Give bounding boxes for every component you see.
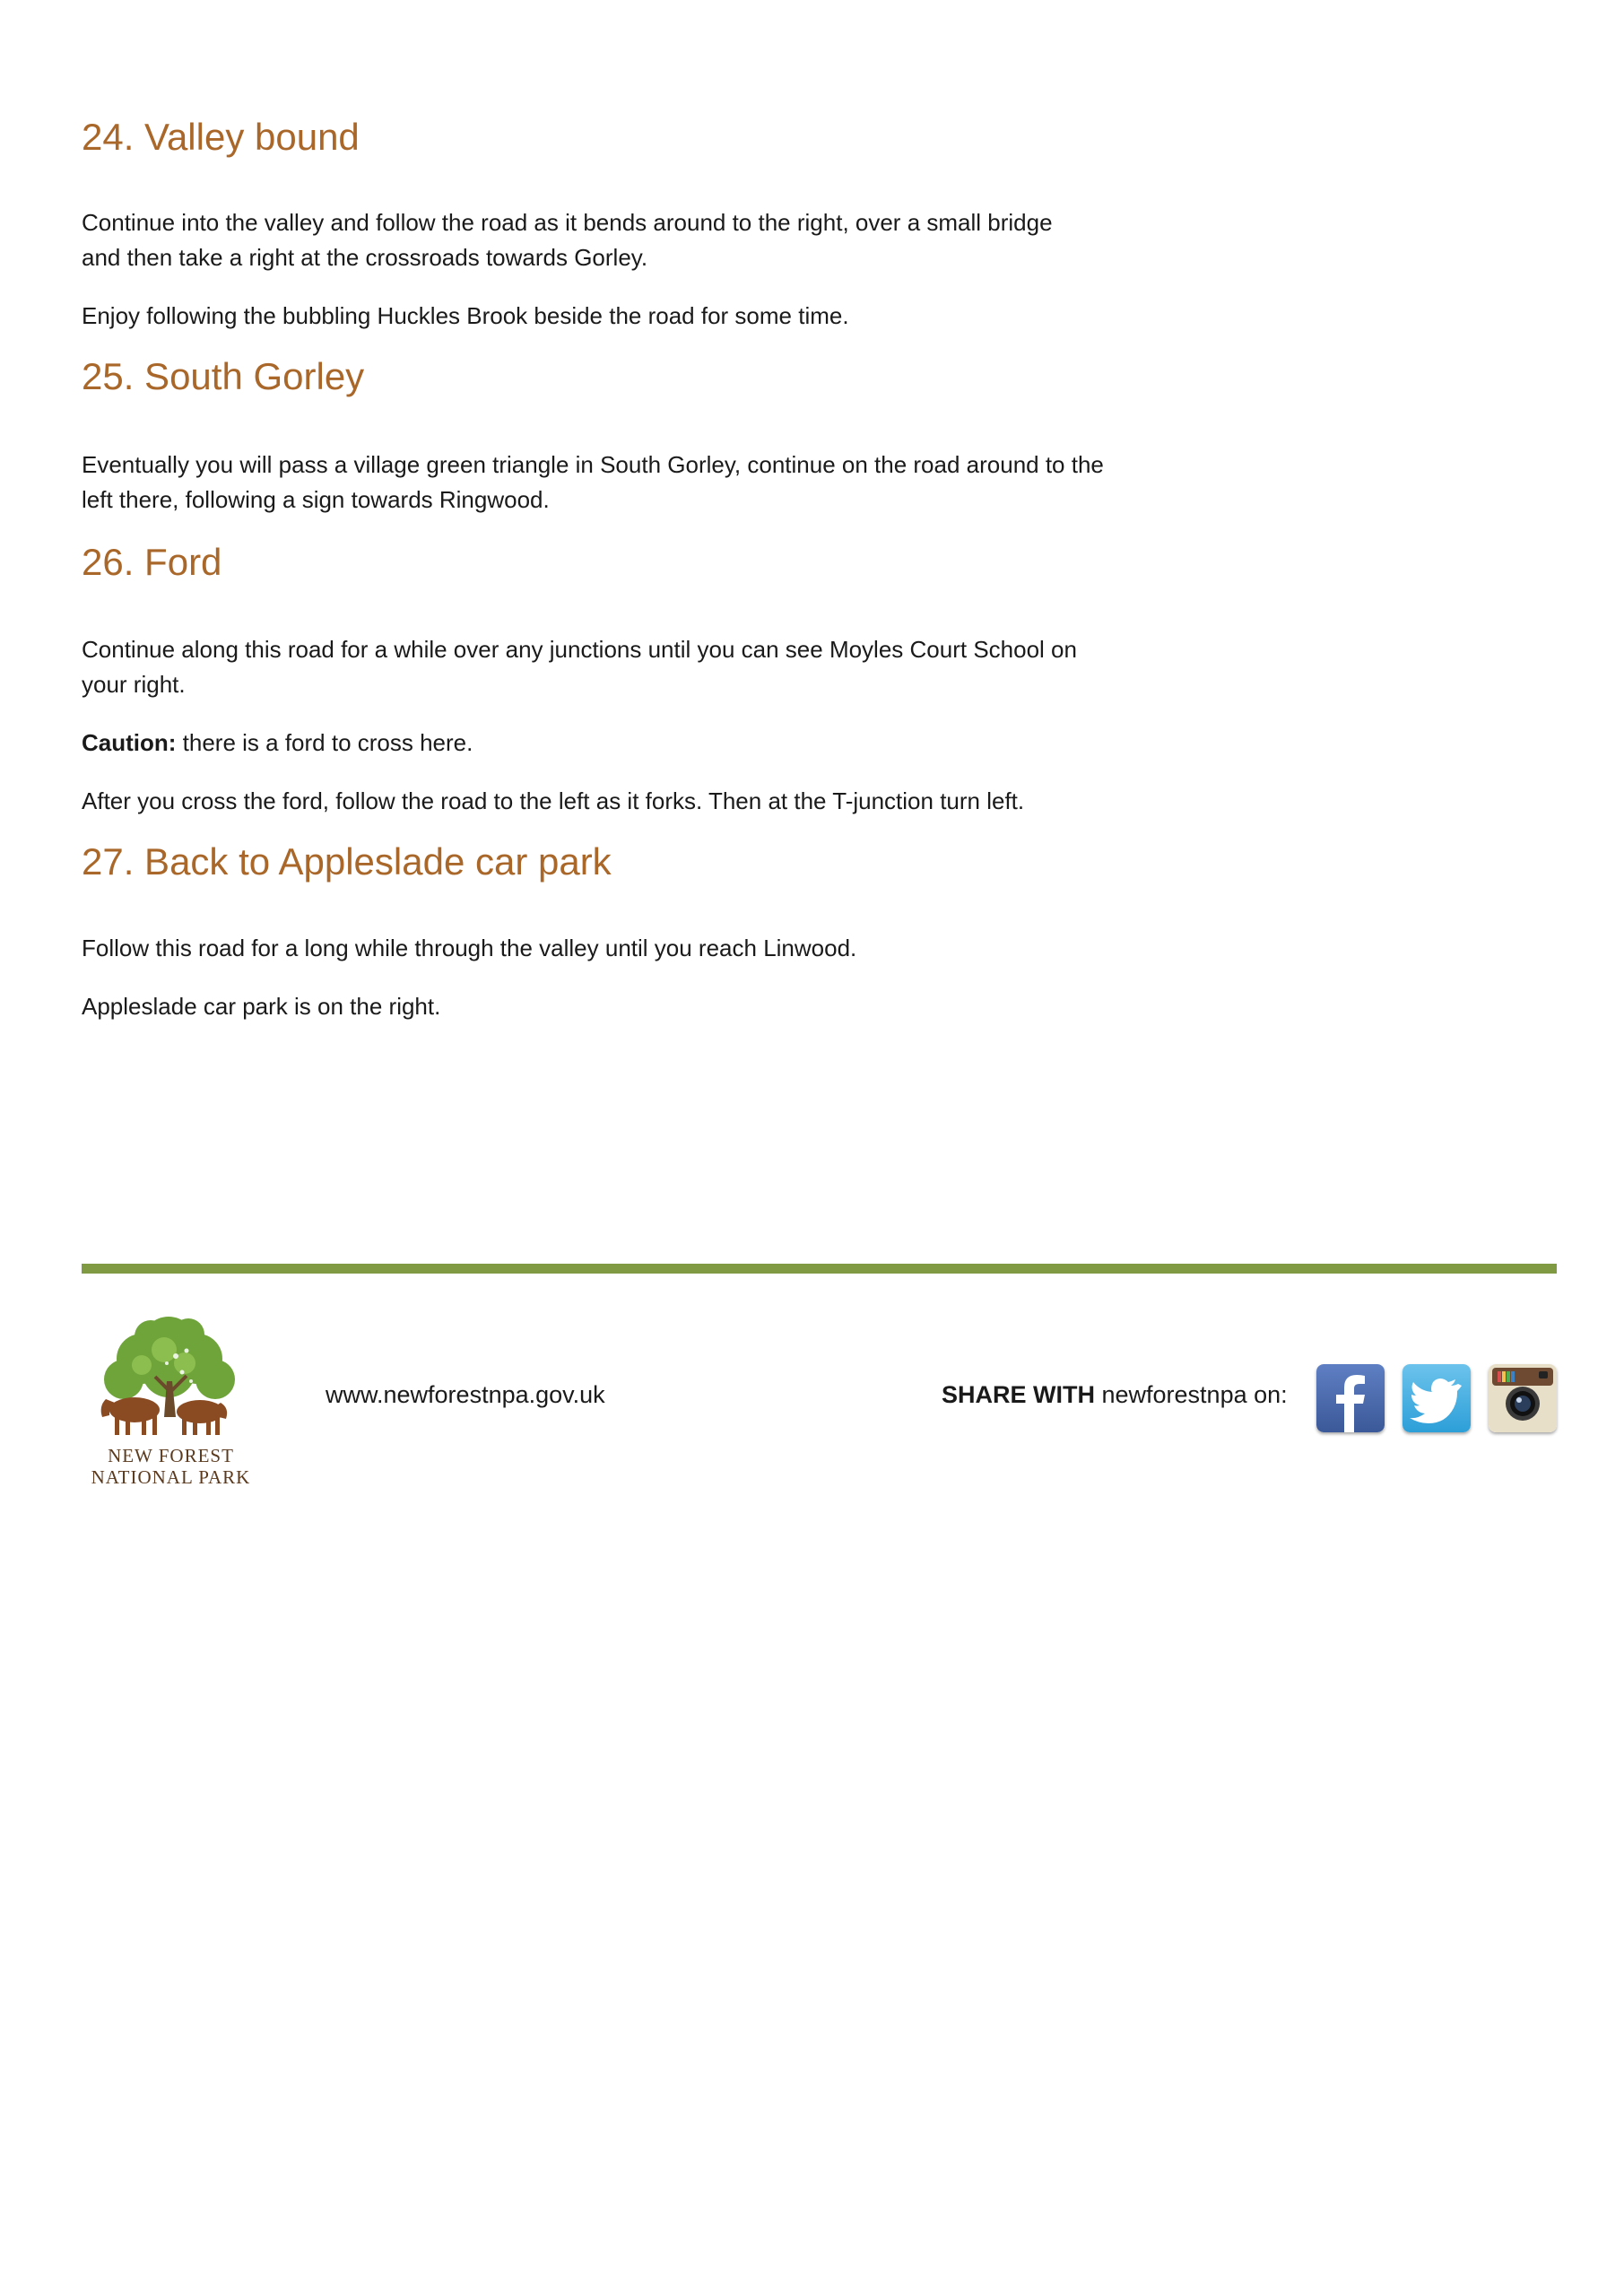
paragraph: Eventually you will pass a village green triangle in South Gorley, continue on the road around to the left there, following a sign towards Ringwood. xyxy=(82,450,1104,513)
section-heading-27: 27. Back to Appleslade car park xyxy=(82,840,612,883)
logo-line-2: NATIONAL PARK xyxy=(91,1466,251,1488)
paragraph: Continue into the valley and follow the road as it bends around to the right, over a small bridge and then take a right at the crossroads towards Gorley. xyxy=(82,209,1053,272)
caution-label: Caution: xyxy=(82,729,177,757)
paragraph: Enjoy following the bubbling Huckles Brook beside the road for some time. xyxy=(82,302,849,330)
paragraph: After you cross the ford, follow the road to the left as it forks. Then at the T-junction turn left. xyxy=(82,787,1025,815)
share-handle: newforestnpa on: xyxy=(1095,1381,1288,1408)
twitter-icon[interactable] xyxy=(1403,1364,1471,1432)
new-forest-logo xyxy=(79,1309,263,1488)
share-text xyxy=(942,1381,1288,1409)
content xyxy=(82,115,1113,1024)
section-heading-25: 25. South Gorley xyxy=(82,355,365,398)
logo-line-1: NEW FOREST xyxy=(108,1445,234,1466)
facebook-icon[interactable] xyxy=(1316,1364,1385,1432)
paragraph: Appleslade car park is on the right. xyxy=(82,992,441,1020)
section-heading-26: 26. Ford xyxy=(82,540,222,583)
tree-and-ponies-icon xyxy=(79,1309,263,1444)
caution-paragraph xyxy=(82,726,1113,761)
paragraph: Follow this road for a long while through the valley until you reach Linwood. xyxy=(82,934,857,961)
website-link[interactable]: www.newforestnpa.gov.uk xyxy=(326,1381,605,1408)
paragraph: Continue along this road for a while over any junctions until you can see Moyles Court School on your right. xyxy=(82,636,1077,699)
instagram-icon[interactable] xyxy=(1489,1364,1557,1432)
caution-text: there is a ford to cross here. xyxy=(176,729,473,757)
section-heading-24: 24. Valley bound xyxy=(82,116,360,158)
share-label: SHARE WITH xyxy=(942,1381,1095,1408)
footer-divider xyxy=(82,1264,1557,1274)
